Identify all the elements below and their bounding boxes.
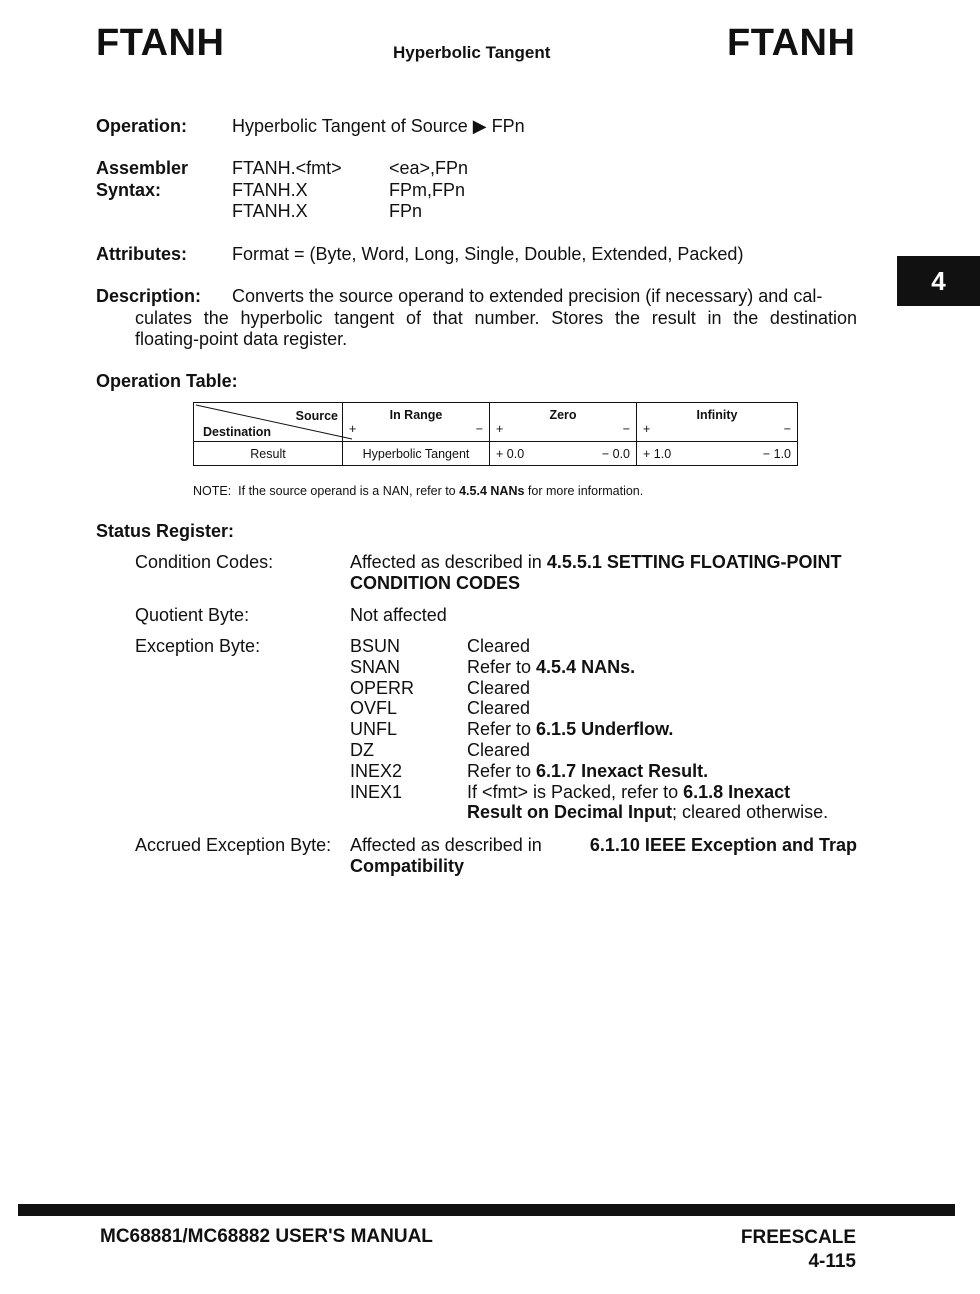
page-title-right: FTANH	[727, 22, 856, 64]
condition-codes-text	[350, 552, 842, 573]
exception-desc: Cleared	[467, 677, 531, 698]
result-inf-minus: − 1.0	[762, 446, 791, 461]
description-line-1: Converts the source operand to extended precision (if necessary) and cal-	[232, 286, 823, 306]
result-zero-plus: + 0.0	[496, 446, 525, 461]
exception-desc: Cleared	[467, 698, 531, 719]
exception-name: UNFL	[350, 719, 398, 740]
exception-name: INEX2	[350, 760, 403, 781]
exception-name: OVFL	[350, 698, 398, 719]
exception-name: OPERR	[350, 677, 415, 698]
exception-desc: Refer to 6.1.7 Inexact Result.	[467, 760, 709, 781]
assembler-label: Assembler	[96, 158, 189, 178]
result-infinity	[637, 442, 798, 466]
exception-desc: If <fmt> is Packed, refer to 6.1.8 Inexact	[467, 781, 791, 802]
source-destination-cell	[194, 403, 343, 442]
operation-table	[193, 402, 798, 466]
operation-table-label: Operation Table:	[96, 371, 238, 391]
footer-page-number: 4-115	[808, 1251, 856, 1272]
zero-plus: +	[496, 422, 504, 436]
syntax-op-1: FTANH.<fmt>	[232, 158, 342, 178]
condition-ref-1: 4.5.5.1 SETTING FLOATING-POINT	[546, 552, 842, 572]
syntax-args-1: <ea>,FPn	[389, 158, 469, 178]
page-title-left: FTANH	[96, 22, 225, 64]
source-header: Source	[295, 409, 338, 423]
description-line-2: culates the hyperbolic tangent of that number. Stores the result in the destination	[135, 308, 857, 328]
in-range-plus: +	[349, 422, 357, 436]
accrued-ref-2: Compatibility	[350, 856, 465, 876]
accrued-exception-label: Accrued Exception Byte:	[135, 835, 332, 855]
exception-names	[350, 636, 414, 802]
accrued-text: Affected as described in	[350, 835, 542, 855]
description-line-3: floating-point data register.	[135, 329, 348, 349]
note-prefix: NOTE:	[193, 484, 232, 498]
zero-title: Zero	[549, 408, 577, 422]
syntax-op-3: FTANH.X	[232, 201, 308, 221]
status-register-label: Status Register:	[96, 521, 235, 541]
syntax-args-2: FPm,FPn	[389, 180, 466, 200]
chapter-tab: 4	[897, 256, 980, 306]
accrued-ref-1: 6.1.10 IEEE Exception and Trap	[589, 835, 857, 855]
exception-desc-continued: Result on Decimal Input; cleared otherwise.	[467, 802, 829, 823]
page-subtitle: Hyperbolic Tangent	[393, 43, 551, 62]
exception-desc: Cleared	[467, 636, 531, 656]
result-inf-plus: + 1.0	[643, 446, 672, 461]
note-suffix: for more information.	[527, 484, 644, 498]
syntax-op-2: FTANH.X	[232, 180, 308, 200]
attributes-label: Attributes:	[96, 244, 187, 264]
syntax-label: Syntax:	[96, 180, 162, 200]
exception-desc: Refer to 4.5.4 NANs.	[467, 656, 636, 677]
footer-brand: FREESCALE	[740, 1227, 856, 1248]
infinity-minus: −	[783, 422, 791, 436]
condition-codes-label: Condition Codes:	[135, 552, 274, 572]
result-label: Result	[194, 442, 343, 466]
condition-text: Affected as described in	[350, 552, 542, 572]
destination-header: Destination	[203, 425, 272, 439]
operation-label: Operation:	[96, 116, 188, 136]
quotient-byte-text: Not affected	[350, 605, 447, 625]
accrued-exception-text	[350, 835, 857, 856]
syntax-args-3: FPn	[389, 201, 423, 221]
description-label: Description:	[96, 286, 202, 306]
exception-desc: Cleared	[467, 739, 531, 760]
note-ref: 4.5.4 NANs	[459, 484, 525, 498]
exception-desc: Refer to 6.1.5 Underflow.	[467, 719, 674, 740]
zero-minus: −	[622, 422, 630, 436]
exception-name: BSUN	[350, 636, 401, 656]
footer-manual-title: MC68881/MC68882 USER'S MANUAL	[100, 1226, 433, 1247]
exception-descriptions	[467, 636, 828, 823]
in-range-minus: −	[475, 422, 483, 436]
exception-name: INEX1	[350, 781, 403, 802]
result-zero-minus: − 0.0	[601, 446, 630, 461]
quotient-byte-label: Quotient Byte:	[135, 605, 250, 625]
in-range-header	[343, 403, 490, 442]
infinity-header	[637, 403, 798, 442]
table-note	[193, 484, 643, 498]
result-zero	[490, 442, 637, 466]
infinity-plus: +	[643, 422, 651, 436]
result-in-range: Hyperbolic Tangent	[343, 442, 490, 466]
footer-rule	[18, 1204, 955, 1216]
infinity-title: Infinity	[696, 408, 738, 422]
note-text: If the source operand is a NAN, refer to	[238, 484, 456, 498]
in-range-title: In Range	[389, 408, 443, 422]
zero-header	[490, 403, 637, 442]
operation-text: Hyperbolic Tangent of Source ▶ FPn	[232, 116, 525, 136]
attributes-text: Format = (Byte, Word, Long, Single, Double, Extended, Packed)	[232, 244, 744, 264]
condition-ref-2: CONDITION CODES	[350, 573, 521, 593]
exception-name: SNAN	[350, 656, 401, 677]
exception-name: DZ	[350, 739, 374, 760]
exception-byte-label: Exception Byte:	[135, 636, 261, 656]
